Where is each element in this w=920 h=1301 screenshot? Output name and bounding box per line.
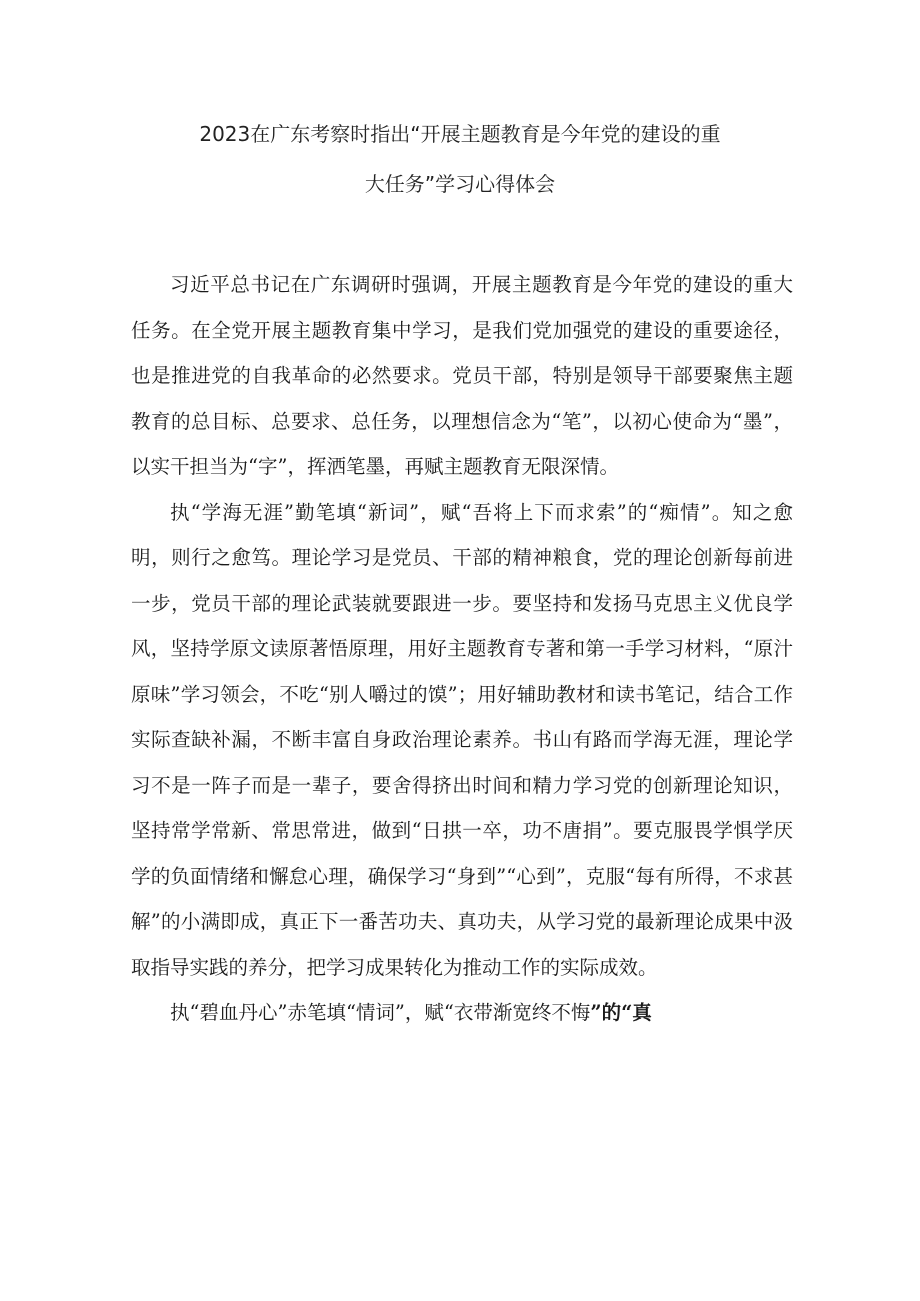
document-body — [131, 262, 793, 1036]
paragraph-3-partial — [131, 990, 793, 1036]
paragraph-3-text: 执“碧血丹心”赤笔填“情词”，赋“衣带渐宽终不悔 — [170, 1001, 591, 1024]
paragraph-1: 习近平总书记在广东调研时强调，开展主题教育是今年党的建设的重大任务。在全党开展主题教育集中学习，是我们党加强党的建设的重要途径，也是推进党的自我革命的必然要求。党员干部，特别是领导干部要聚焦主题教育的总目标、总要求、总任务，以理想信念为“笔”，以初心使命为“墨”，以实干担当为“字”，挥洒笔墨，再赋主题教育无限深情。 — [131, 273, 793, 478]
document-title-line-2: 大任务”学习心得体会 — [364, 172, 556, 196]
paragraph-2: 执“学海无涯”勤笔填“新词”，赋“吾将上下而求索”的“痴情”。知之愈明，则行之愈笃。理论学习是党员、干部的精神粮食，党的理论创新每前进一步，党员干部的理论武装就要跟进一步。要坚持和发扬马克思主义优良学风，坚持学原文读原著悟原理，用好主题教育专著和第一手学习材料，“原汁原味”学习领会，不吃“别人嚼过的馍”；用好辅助教材和读书笔记，结合工作实际查缺补漏，不断丰富自身政治理论素养。书山有路而学海无涯，理论学习不是一阵子而是一辈子，要舍得挤出时间和精力学习党的创新理论知识，坚持常学常新、常思常进，做到“日拱一卒，功不唐捐”。要克服畏学惧学厌学的负面情绪和懈怠心理，确保学习“身到”“心到”，克服“每有所得，不求甚解”的小满即成，真正下一番苦功夫、真功夫，从学习党的最新理论成果中汲取指导实践的养分，把学习成果转化为推动工作的实际成效。 — [131, 500, 793, 979]
document-title-line-1: 2023在广东考察时指出“开展主题教育是今年党的建设的重 — [199, 122, 721, 146]
paragraph-3-bold-text: ”的“真 — [590, 1001, 652, 1024]
